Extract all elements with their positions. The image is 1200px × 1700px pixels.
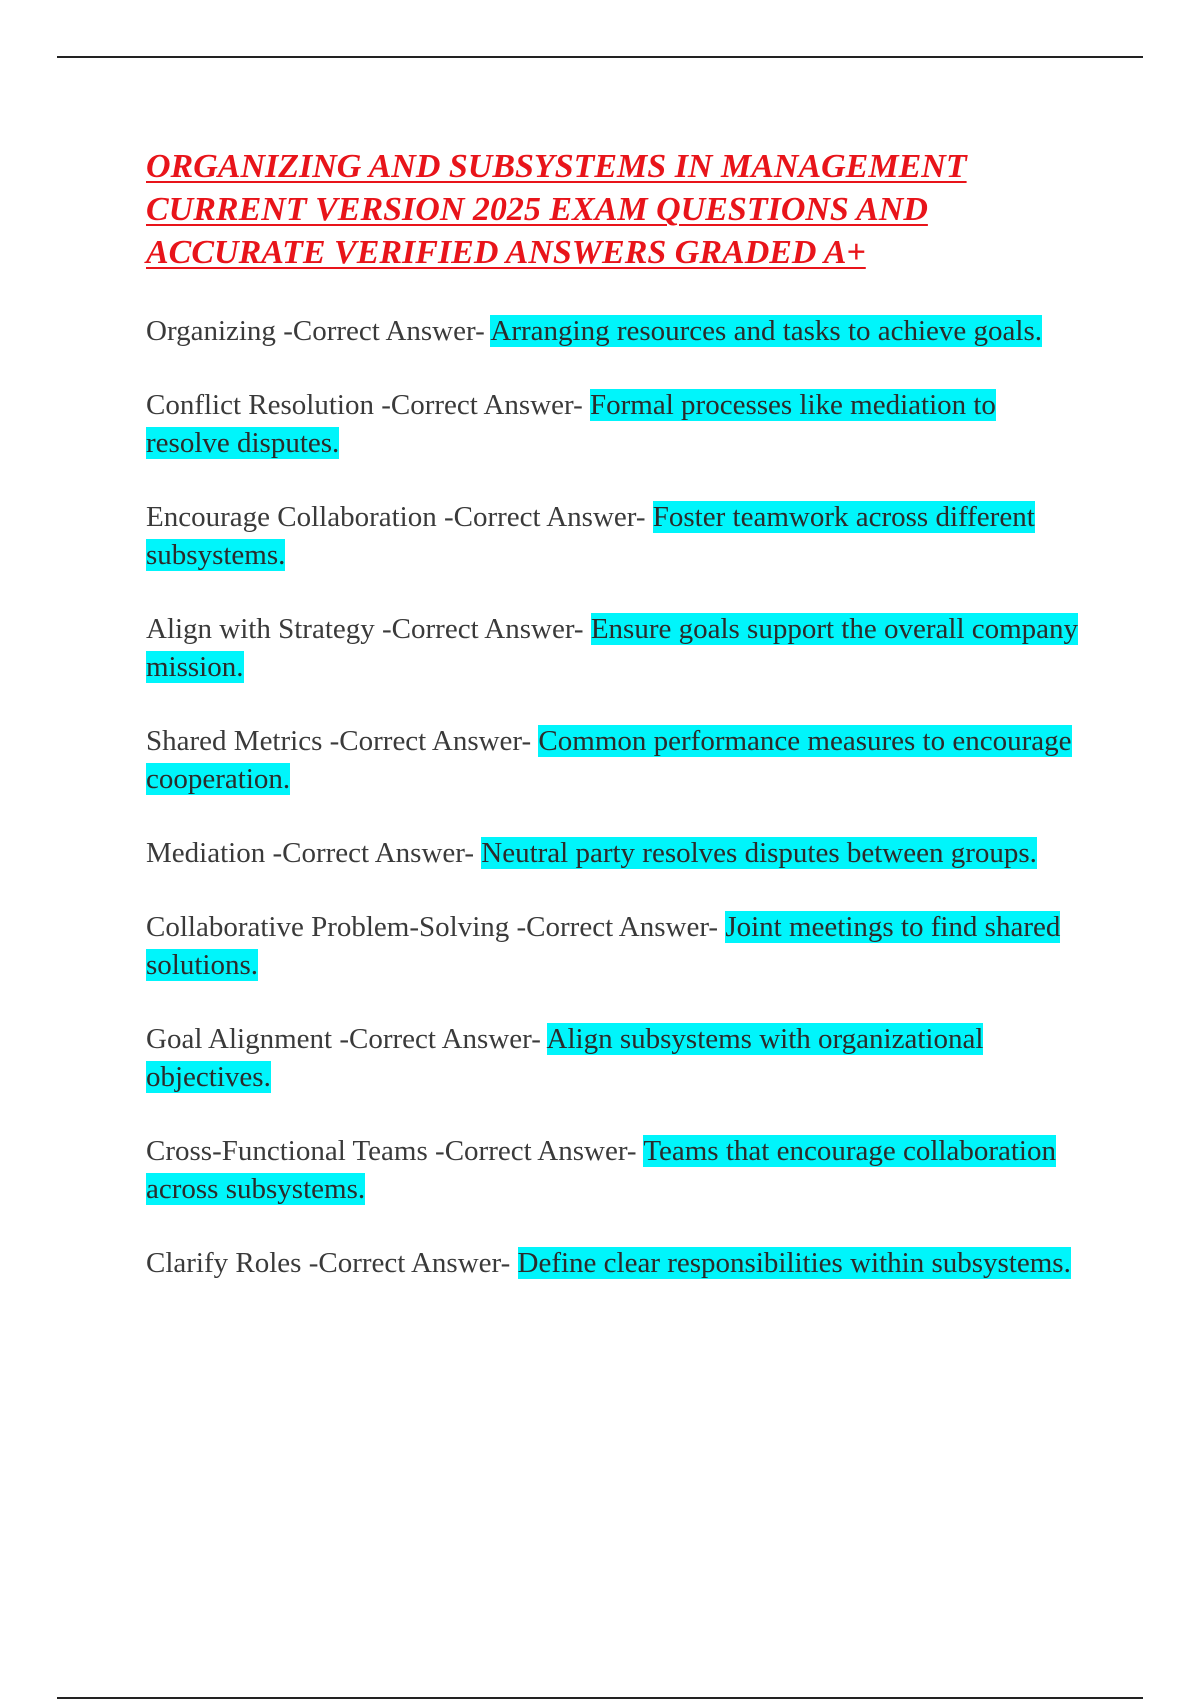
- qa-answer: Foster teamwork across different subsystems.: [146, 501, 1035, 571]
- top-rule: [57, 56, 1143, 58]
- qa-answer: Define clear responsibilities within subsystems.: [517, 1247, 1071, 1279]
- qa-answer: Neutral party resolves disputes between groups.: [481, 837, 1037, 869]
- qa-answer: Ensure goals support the overall company mission.: [146, 613, 1079, 683]
- qa-term: Goal Alignment: [146, 1023, 333, 1055]
- qa-term: Conflict Resolution: [146, 389, 374, 421]
- qa-item: [146, 312, 1086, 350]
- qa-item: [146, 1132, 1086, 1208]
- qa-answer: Align subsystems with organizational objectives.: [146, 1023, 984, 1093]
- qa-answer: Teams that encourage collaboration across subsystems.: [146, 1135, 1056, 1205]
- qa-prefix: -Correct Answer-: [322, 725, 539, 757]
- qa-term: Clarify Roles: [146, 1247, 302, 1279]
- qa-prefix: -Correct Answer-: [436, 501, 653, 533]
- qa-answer: Formal processes like mediation to resolve disputes.: [146, 389, 996, 459]
- qa-prefix: -Correct Answer-: [374, 613, 591, 645]
- qa-term: Align with Strategy: [146, 613, 375, 645]
- qa-term: Cross-Functional Teams: [146, 1135, 428, 1167]
- qa-item: [146, 908, 1086, 984]
- qa-term: Organizing: [146, 315, 276, 347]
- qa-item: [146, 1020, 1086, 1096]
- bottom-rule: [57, 1697, 1143, 1699]
- document-title: ORGANIZING AND SUBSYSTEMS IN MANAGEMENT CURRENT VERSION 2025 EXAM QUESTIONS AND ACCURATE VERIFIED ANSWERS GRADED A+: [146, 148, 967, 271]
- qa-item: [146, 1244, 1086, 1282]
- qa-prefix: -Correct Answer-: [265, 837, 482, 869]
- qa-term: Encourage Collaboration: [146, 501, 437, 533]
- qa-answer: Common performance measures to encourage cooperation.: [146, 725, 1072, 795]
- qa-prefix: -Correct Answer-: [509, 911, 726, 943]
- qa-item: [146, 834, 1086, 872]
- qa-prefix: -Correct Answer-: [301, 1247, 518, 1279]
- qa-prefix: -Correct Answer-: [427, 1135, 644, 1167]
- qa-item: [146, 722, 1086, 798]
- qa-answer: Arranging resources and tasks to achieve goals.: [490, 315, 1043, 347]
- qa-prefix: -Correct Answer-: [275, 315, 491, 347]
- qa-term: Collaborative Problem-Solving: [146, 911, 510, 943]
- qa-prefix: -Correct Answer-: [373, 389, 591, 421]
- document-body: [146, 145, 1086, 1318]
- qa-term: Shared Metrics: [146, 725, 323, 757]
- qa-item: [146, 386, 1086, 462]
- qa-answer: Joint meetings to find shared solutions.: [146, 911, 1061, 981]
- qa-item: [146, 498, 1086, 574]
- qa-prefix: -Correct Answer-: [332, 1023, 547, 1055]
- qa-term: Mediation: [146, 837, 266, 869]
- qa-item: [146, 610, 1086, 686]
